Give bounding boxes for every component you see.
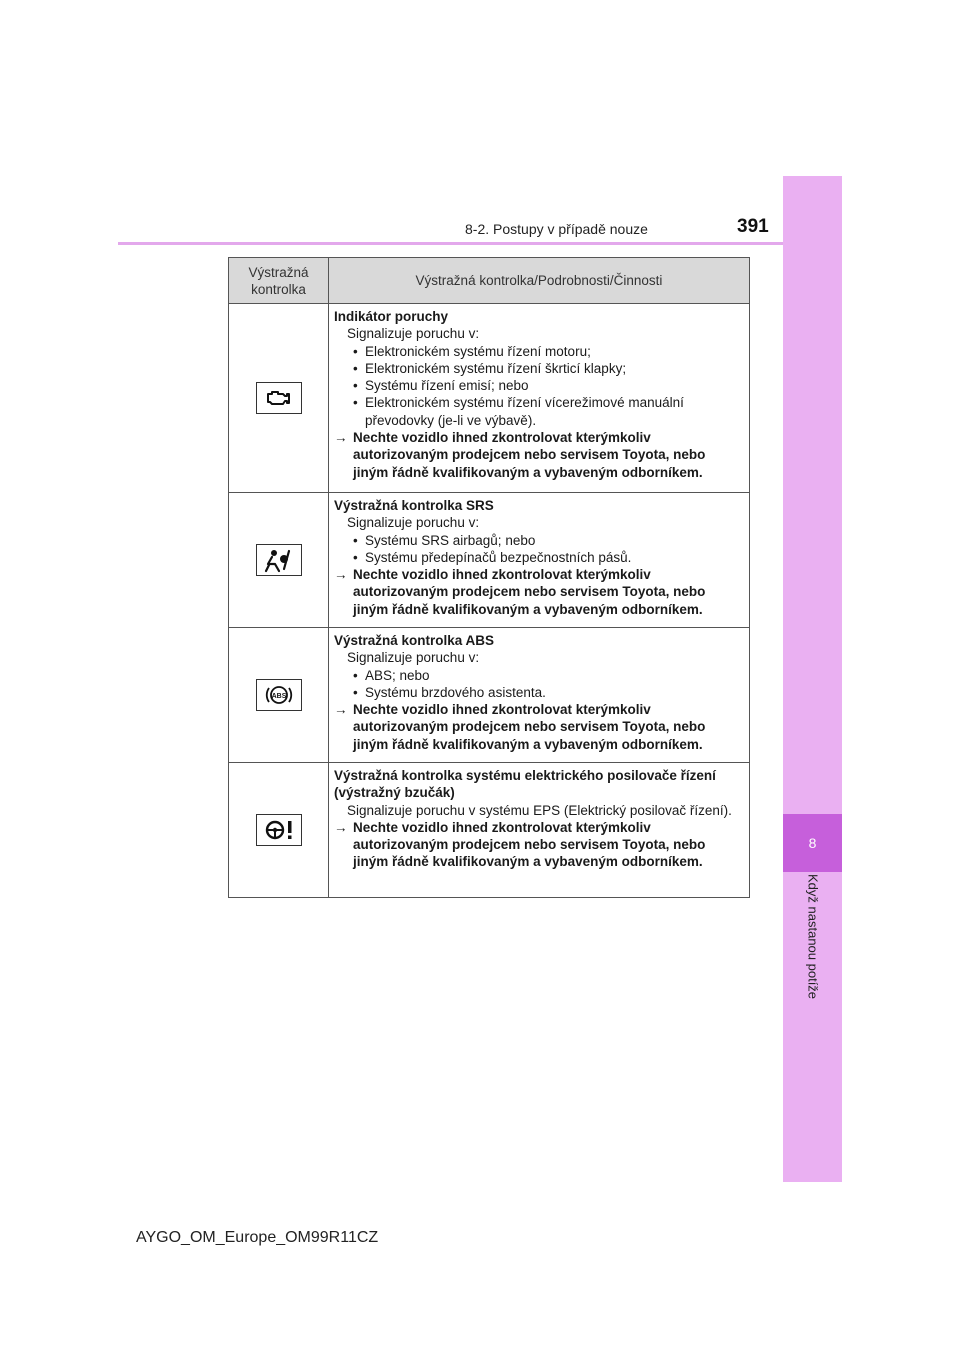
- row-intro: Signalizuje poruchu v:: [347, 515, 480, 531]
- section-title: 8-2. Postupy v případě nouze: [465, 221, 648, 237]
- table-row: [229, 628, 750, 763]
- list-item: • Elektronickém systému řízení motoru;: [334, 343, 743, 360]
- page-number: 391: [737, 216, 769, 237]
- chapter-side-tab: [783, 176, 842, 1182]
- table-row: [229, 493, 750, 628]
- row-intro: Signalizuje poruchu v systému EPS (Elektrický posilovač řízení).: [347, 802, 732, 818]
- list-item: • Systému předepínačů bezpečnostních pásů.: [334, 549, 743, 566]
- chapter-number: 8: [783, 814, 842, 872]
- list-item: • Systému SRS airbagů; nebo: [334, 532, 743, 549]
- column-header-icon: Výstražná kontrolka: [229, 258, 329, 304]
- list-item: • Elektronickém systému řízení vícerežimové manuální převodovky (je-li ve výbavě).: [334, 394, 743, 429]
- column-header-description: Výstražná kontrolka/Podrobnosti/Činnosti: [329, 258, 750, 304]
- row-action: → Nechte vozidlo ihned zkontrolovat kterýmkoliv autorizovaným prodejcem nebo servisem Toyota, nebo jiným řádně kvalifikovaným a vybaveným odborníkem.: [334, 567, 706, 617]
- row-title: Indikátor poruchy: [334, 309, 449, 324]
- table-header-row: [229, 258, 750, 304]
- list-item: • Systému brzdového asistenta.: [334, 684, 743, 701]
- row-action: → Nechte vozidlo ihned zkontrolovat kterýmkoliv autorizovaným prodejcem nebo servisem Toyota, nebo jiným řádně kvalifikovaným a vybaveným odborníkem.: [334, 819, 706, 870]
- warning-lights-table: [228, 257, 750, 898]
- table-row: [229, 304, 750, 493]
- row-title: Výstražná kontrolka SRS: [334, 498, 494, 513]
- arrow-right-icon: →: [334, 819, 348, 835]
- abs-icon-label: ABS: [271, 693, 286, 700]
- eps-steering-warning-icon: [256, 814, 302, 846]
- abs-icon: [256, 679, 302, 711]
- row-intro: Signalizuje poruchu v:: [347, 326, 480, 342]
- list-item: • ABS; nebo: [334, 667, 743, 684]
- check-engine-icon: [256, 382, 302, 414]
- row-intro: Signalizuje poruchu v:: [347, 650, 480, 666]
- row-action: → Nechte vozidlo ihned zkontrolovat kterýmkoliv autorizovaným prodejcem nebo servisem Toyota, nebo jiným řádně kvalifikovaným a vybaveným odborníkem.: [334, 430, 706, 480]
- srs-airbag-icon: [256, 544, 302, 576]
- arrow-right-icon: →: [334, 430, 348, 446]
- arrow-right-icon: →: [334, 702, 348, 718]
- row-title: Výstražná kontrolka systému elektrického posilovače řízení (výstražný bzučák): [334, 768, 716, 801]
- document-code: AYGO_OM_Europe_OM99R11CZ: [136, 1229, 379, 1246]
- list-item: • Elektronickém systému řízení škrticí klapky;: [334, 360, 743, 377]
- table-row: [229, 763, 750, 898]
- row-title: Výstražná kontrolka ABS: [334, 633, 495, 648]
- header-rule: [118, 242, 783, 245]
- arrow-right-icon: →: [334, 567, 348, 583]
- row-action: → Nechte vozidlo ihned zkontrolovat kterýmkoliv autorizovaným prodejcem nebo servisem Toyota, nebo jiným řádně kvalifikovaným a vybaveným odborníkem.: [334, 702, 706, 752]
- chapter-title: Když nastanou potíže: [805, 874, 821, 1000]
- list-item: • Systému řízení emisí; nebo: [334, 377, 743, 394]
